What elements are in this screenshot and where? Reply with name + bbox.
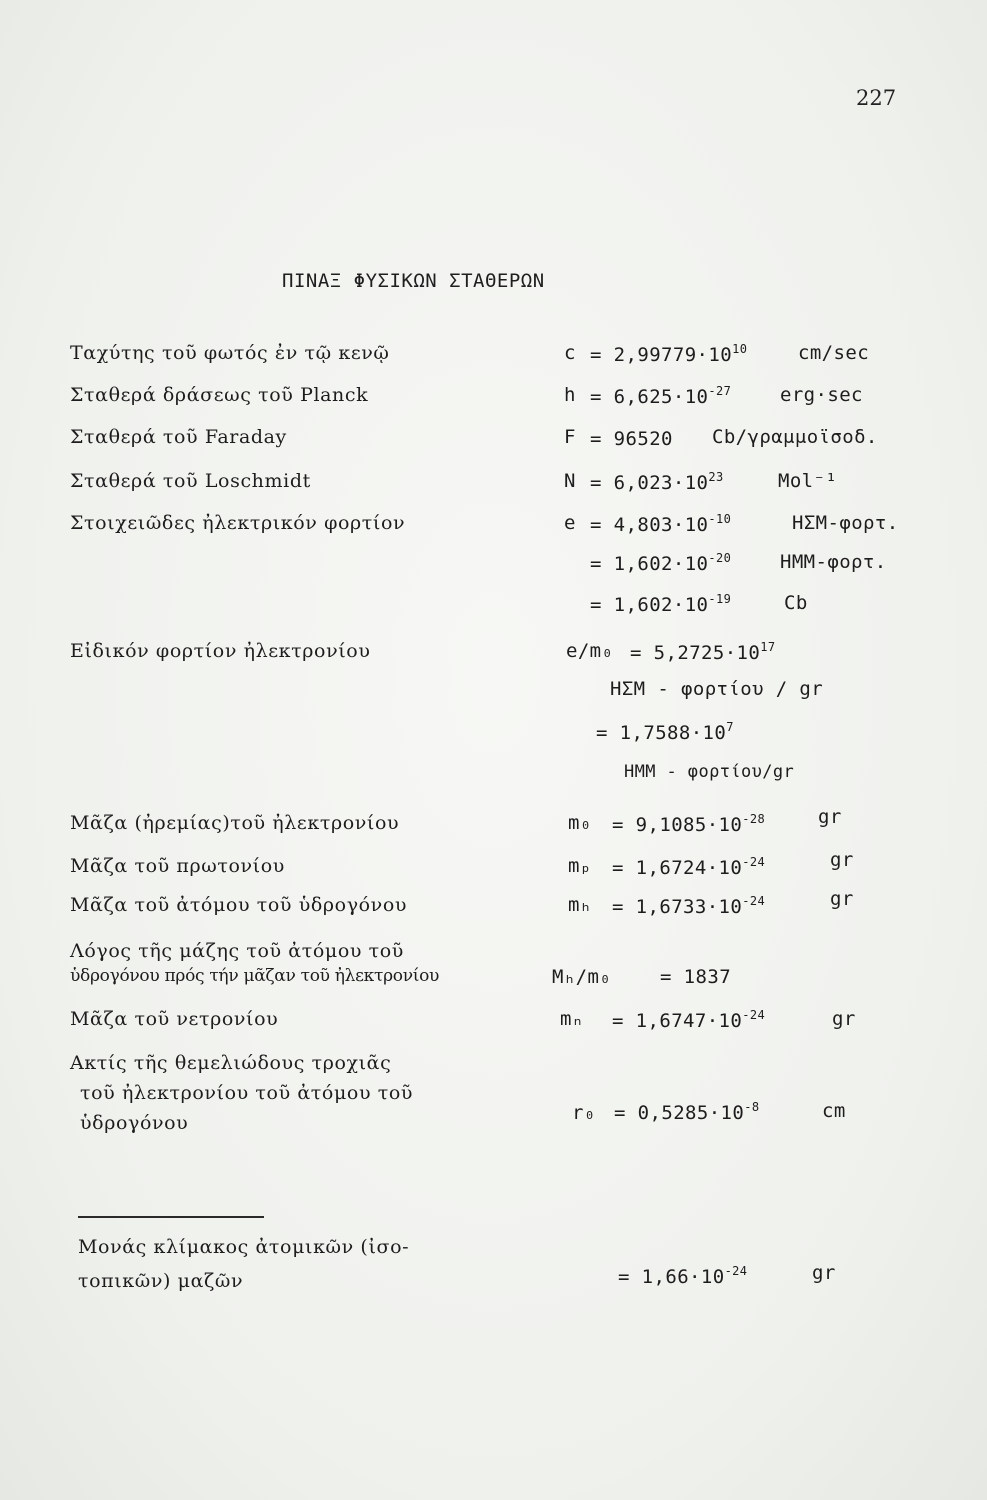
constant-unit: gr [818,806,842,828]
constant-unit: erg·sec [780,384,863,406]
constant-label: Μᾶζα τοῦ πρωτονίου [70,855,285,877]
constant-label: τοπικῶν) μαζῶν [78,1270,244,1292]
constant-value: ΗΣΜ - φορτίου / gr [610,678,824,700]
constant-value: = $6,625\cdot 10^{-27}$ [590,384,732,408]
section-divider [78,1216,264,1218]
constant-unit: ΗΣΜ-φορτ. [792,512,899,534]
constant-value: = $0,5285\cdot 10^{-8}$ [614,1100,760,1124]
constant-unit: gr [830,888,854,910]
constant-label: Σταθερά δράσεως τοῦ Planck [70,384,369,406]
constant-symbol: mₙ [560,1008,584,1030]
constant-symbol: F [564,426,576,448]
constant-unit: Cb [784,592,808,614]
constant-value: ΗΜΜ - φορτίου/gr [624,762,795,782]
constant-value: = $1,602\cdot 10^{-19}$ [590,592,732,616]
constant-unit: Cb/γραμμοϊσοδ. [712,426,878,448]
constant-symbol: c [564,342,576,364]
constant-label: Εἰδικόν φορτίον ἠλεκτρονίου [70,640,371,662]
page-title: ΠΙΝΑΞ ΦΥΣΙΚΩΝ ΣΤΑΘΕΡΩΝ [282,270,545,292]
constant-symbol: m₀ [568,812,592,834]
constant-symbol: e [564,512,576,534]
constant-unit: gr [832,1008,856,1030]
bleed-through-ghost [270,150,282,174]
constant-unit: ΗΜΜ-φορτ. [780,551,887,573]
page-number: 227 [856,86,897,110]
constant-value: = $1,7588\cdot 10^7$ [596,720,734,744]
constant-value: = $6,023\cdot 10^{23}$ [590,470,724,494]
constant-label: Ακτίς τῆς θεμελιώδους τροχιᾶς [70,1052,392,1074]
constant-label: ὑδρογόνου πρός τήν μᾶζαν τοῦ ἠλεκτρονίου [70,966,440,986]
constant-label: ὑδρογόνου [80,1112,189,1134]
constant-unit: cm/sec [798,342,870,364]
constant-symbol: Mₕ/m₀ [552,966,612,988]
constant-value: = $5,2725\cdot 10^{17}$ [630,640,776,664]
constant-unit: gr [812,1262,836,1284]
constant-symbol: h [564,384,576,406]
constant-value: = $4,803\cdot 10^{-10}$ [590,512,732,536]
constant-label: Ταχύτης τοῦ φωτός ἐν τῷ κενῷ [70,342,390,364]
constant-label: Σταθερά τοῦ Loschmidt [70,470,311,492]
constant-value: = $1,66\cdot 10^{-24}$ [618,1264,748,1288]
constant-label: Λόγος τῆς μάζης τοῦ ἀτόμου τοῦ [70,940,404,962]
constant-unit: Mol⁻¹ [778,470,838,492]
constant-value: = $9,1085\cdot 10^{-28}$ [612,812,766,836]
constant-symbol: mₚ [568,855,592,877]
constant-label: Μᾶζα τοῦ νετρονίου [70,1008,279,1030]
constant-value: = $2,99779\cdot 10^{10}$ [590,342,748,366]
constant-unit: gr [830,849,854,871]
constant-label: Μᾶζα (ἠρεμίας)τοῦ ἠλεκτρονίου [70,812,400,834]
constant-symbol: r₀ [572,1102,596,1124]
constant-unit: cm [822,1100,846,1122]
constant-label: τοῦ ἠλεκτρονίου τοῦ ἀτόμου τοῦ [80,1082,414,1104]
constant-symbol: mₕ [568,894,592,916]
constant-value: = $1,6733\cdot 10^{-24}$ [612,894,766,918]
constant-value: = $1,6747\cdot 10^{-24}$ [612,1008,766,1032]
constant-symbol: N [564,470,576,492]
constant-label: Μονάς κλίμακος ἀτομικῶν (ἰσο- [78,1236,410,1258]
constant-label: Στοιχειῶδες ἠλεκτρικόν φορτίον [70,512,406,534]
constant-label: Σταθερά τοῦ Faraday [70,426,287,448]
constant-label: Μᾶζα τοῦ ἀτόμου τοῦ ὑδρογόνου [70,894,408,916]
constant-value: = $1,602\cdot 10^{-20}$ [590,551,732,575]
constant-value: = $1,6724\cdot 10^{-24}$ [612,855,766,879]
constant-symbol: e/m₀ [566,640,614,662]
constant-value: = 1837 [660,966,732,988]
constant-value: = 96520 [590,428,673,450]
